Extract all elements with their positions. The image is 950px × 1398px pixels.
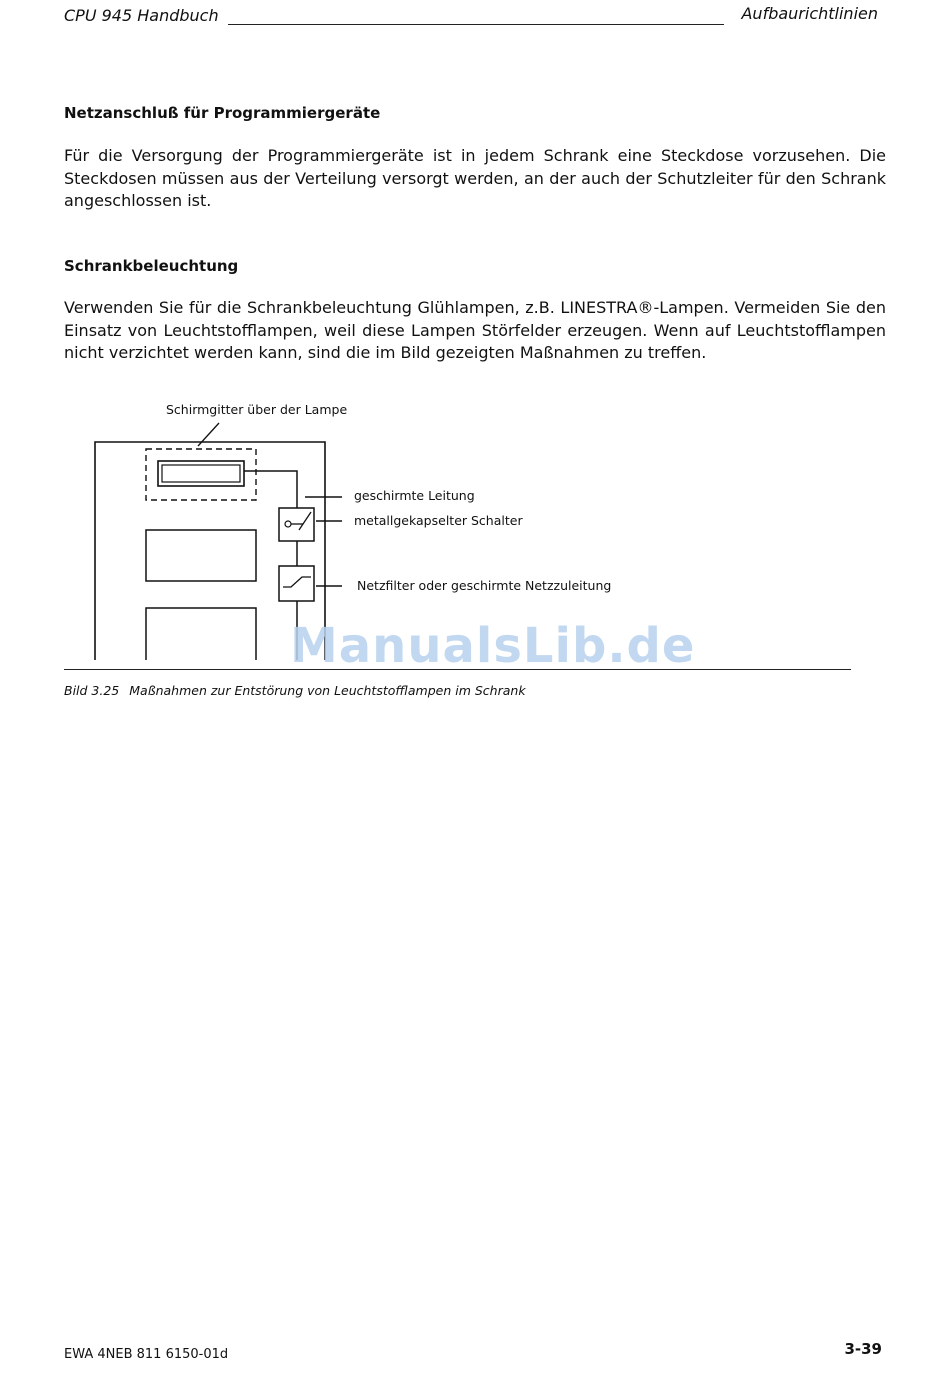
label-shielded-cable: geschirmte Leitung bbox=[354, 488, 475, 503]
watermark: ManualsLib.de bbox=[290, 618, 696, 674]
header-section: Aufbaurichtlinien bbox=[741, 4, 878, 23]
caption-number: Bild 3.25 bbox=[64, 683, 120, 698]
switch-lever bbox=[299, 512, 311, 530]
label-switch: metallgekapselter Schalter bbox=[354, 513, 523, 528]
lamp-inner bbox=[162, 465, 240, 482]
figure-rule bbox=[64, 669, 851, 670]
heading-netzanschluss: Netzanschluß für Programmiergeräte bbox=[64, 104, 381, 122]
label-filter: Netzfilter oder geschirmte Netzzuleitung bbox=[357, 578, 612, 593]
caption-text: Maßnahmen zur Entstörung von Leuchtstofflampen im Schrank bbox=[129, 683, 526, 698]
heading-schrankbeleuchtung: Schrankbeleuchtung bbox=[64, 257, 239, 275]
figure-caption bbox=[64, 683, 526, 698]
module-box bbox=[146, 608, 256, 660]
paragraph-netzanschluss: Für die Versorgung der Programmiergeräte ist in jedem Schrank eine Steckdose vorzusehen. Die Steckdosen müssen aus der Verteilung versorgt werden, an der auch der Schutzleiter für den Schrank angeschlossen ist. bbox=[64, 146, 886, 210]
filter-box bbox=[279, 566, 314, 601]
footer-page-number: 3-39 bbox=[844, 1340, 882, 1358]
footer-doc-number: EWA 4NEB 811 6150-01d bbox=[64, 1347, 229, 1362]
label-shield-grid: Schirmgitter über der Lampe bbox=[166, 402, 348, 417]
shielded-cable bbox=[244, 471, 297, 508]
header-title: CPU 945 Handbuch bbox=[64, 6, 219, 25]
switch-contact bbox=[285, 521, 291, 527]
filter-symbol bbox=[283, 577, 311, 587]
paragraph-schrankbeleuchtung: Verwenden Sie für die Schrankbeleuchtung Glühlampen, z.B. LINESTRA®-Lampen. Vermeiden Sie den Einsatz von Leuchtstofflampen, weil diese Lampen Störfelder erzeugen. Wenn auf Leuchtstofflampen nicht verzichtet werden kann, sind die im Bild gezeigten Maßnahmen zu treffen. bbox=[64, 298, 886, 362]
module-box bbox=[146, 530, 256, 581]
